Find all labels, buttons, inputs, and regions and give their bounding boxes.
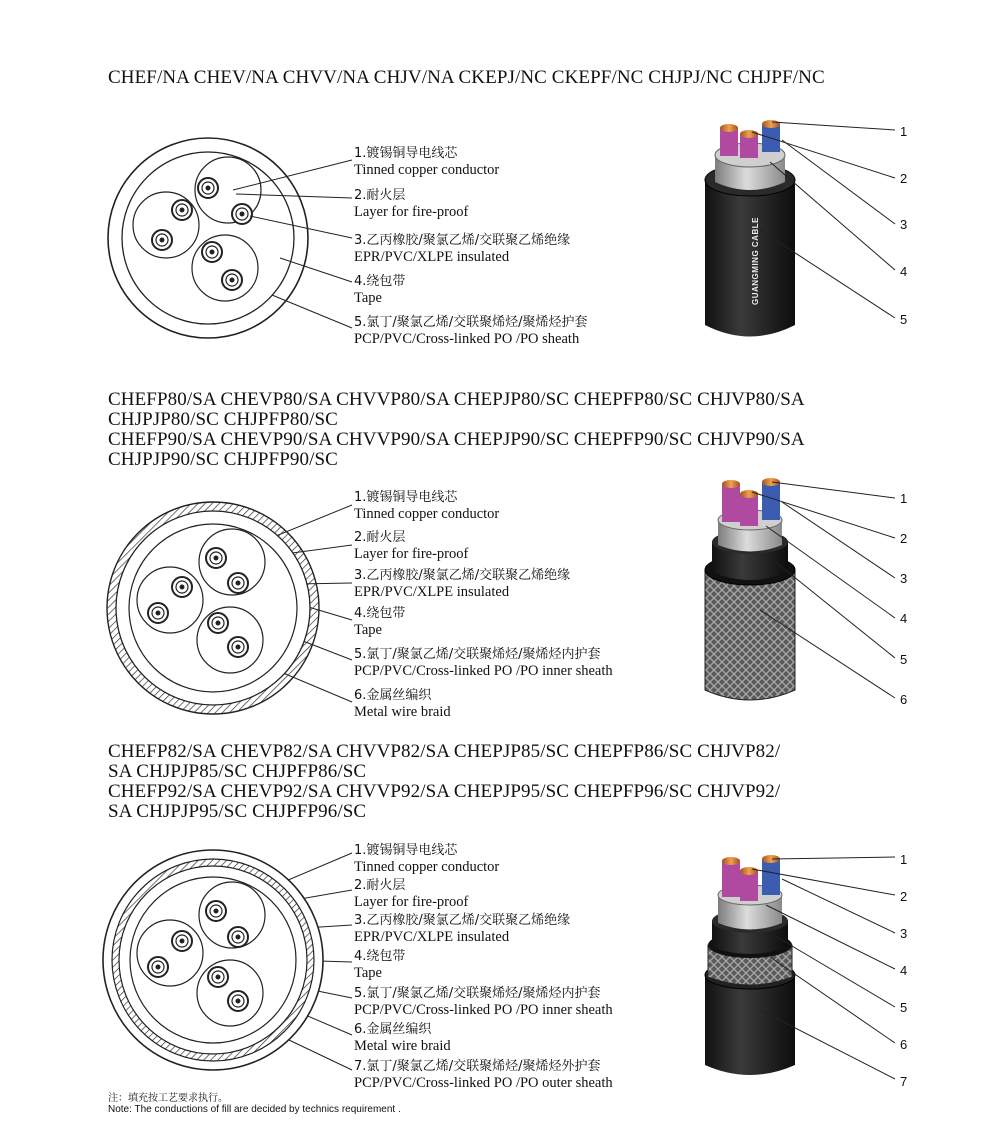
core [197, 607, 263, 673]
legend-item [354, 647, 613, 680]
callout-number: 5 [900, 1000, 908, 1015]
legend-zh: 5.氯丁/聚氯乙烯/交联聚烯烃/聚烯烃内护套 [354, 986, 601, 1001]
legend-en: EPR/PVC/XLPE insulated [354, 249, 510, 265]
callout-number: 6 [900, 1037, 908, 1052]
outer-sheath [705, 975, 795, 1075]
callout-number: 2 [900, 171, 908, 186]
legend-en: Layer for fire-proof [354, 546, 469, 562]
callout-number: 1 [900, 491, 908, 506]
cross-section-2 [100, 495, 330, 725]
callout-number: 3 [900, 571, 908, 586]
heading-line: SA CHJPJP85/SC CHJPFP86/SC [108, 761, 367, 782]
legend-zh: 2.耐火层 [354, 530, 406, 545]
legend-en: Layer for fire-proof [354, 894, 469, 910]
core [137, 920, 203, 986]
callout-number: 3 [900, 217, 908, 232]
legend-item [354, 986, 613, 1019]
legend-zh: 2.耐火层 [354, 188, 406, 203]
legend-item [354, 949, 405, 982]
callout-number: 4 [900, 611, 908, 626]
legend-zh: 3.乙丙橡胶/聚氯乙烯/交联聚乙烯绝缘 [354, 233, 571, 248]
metal-braid [705, 570, 795, 700]
legend-en: Metal wire braid [354, 704, 451, 720]
legend-item [354, 913, 570, 946]
legend-zh: 2.耐火层 [354, 878, 406, 893]
legend-item [354, 1059, 613, 1092]
legend-item [354, 274, 405, 307]
legend-zh: 4.绕包带 [354, 949, 406, 964]
legend-en: Tinned copper conductor [354, 859, 500, 875]
legend-zh: 5.氯丁/聚氯乙烯/交联聚烯烃/聚烯烃护套 [354, 315, 588, 330]
insulated-core [722, 480, 740, 522]
core [199, 882, 265, 948]
cross-section-3 [100, 845, 330, 1085]
legend-en: PCP/PVC/Cross-linked PO /PO inner sheath [354, 663, 613, 679]
legend-zh: 3.乙丙橡胶/聚氯乙烯/交联聚乙烯绝缘 [354, 913, 571, 928]
legend-en: Tape [354, 622, 382, 638]
legend-item [354, 568, 570, 601]
legend-zh: 6.金属丝编织 [354, 1022, 432, 1037]
core [137, 567, 203, 633]
legend-item [354, 688, 451, 721]
section-1-heading [108, 68, 825, 88]
legend-item [354, 530, 468, 563]
legend-item [354, 490, 499, 523]
legend-en: EPR/PVC/XLPE insulated [354, 929, 510, 945]
cable-cutaway-3 [690, 845, 920, 1090]
callout-number: 4 [900, 963, 908, 978]
legend-en: Tape [354, 965, 382, 981]
callout-number: 2 [900, 889, 908, 904]
callout-number: 5 [900, 312, 908, 327]
core [192, 235, 258, 301]
cable-cutaway-2 [690, 470, 920, 720]
legend-en: PCP/PVC/Cross-linked PO /PO sheath [354, 331, 580, 347]
callout-number: 1 [900, 124, 908, 139]
callout-number: 1 [900, 852, 908, 867]
legend-zh: 1.镀锡铜导电线芯 [354, 843, 458, 858]
legend-item [354, 878, 468, 911]
legend-en: PCP/PVC/Cross-linked PO /PO outer sheath [354, 1075, 613, 1091]
heading-line: CHEFP90/SA CHEVP90/SA CHVVP90/SA CHEPJP90/SC CHEPFP90/SC CHJVP90/SA [108, 429, 805, 450]
callout-number: 3 [900, 926, 908, 941]
legend-zh: 4.绕包带 [354, 606, 406, 621]
legend-zh: 3.乙丙橡胶/聚氯乙烯/交联聚乙烯绝缘 [354, 568, 571, 583]
callout-number: 4 [900, 264, 908, 279]
callout-number: 6 [900, 692, 908, 707]
core [197, 960, 263, 1026]
callout-number: 5 [900, 652, 908, 667]
cable-cutaway-1 [690, 100, 920, 350]
insulated-core [740, 867, 758, 901]
legend-en: Tinned copper conductor [354, 506, 500, 522]
legend-item [354, 315, 588, 348]
heading-line: CHJPJP80/SC CHJPFP80/SC [108, 409, 338, 430]
legend-item [354, 146, 499, 179]
legend-item [354, 188, 468, 221]
legend-item [354, 1022, 451, 1055]
insulated-core [762, 855, 780, 895]
core [195, 157, 261, 224]
heading-line: CHEFP80/SA CHEVP80/SA CHVVP80/SA CHEPJP80/SC CHEPFP80/SC CHJVP80/SA [108, 389, 805, 410]
insulated-core [740, 130, 758, 158]
heading-line: CHEFP82/SA CHEVP82/SA CHVVP82/SA CHEPJP85/SC CHEPFP86/SC CHJVP82/ [108, 741, 781, 762]
section-2-heading [108, 390, 805, 470]
footnote-zh: 注：填充按工艺要求执行。 [108, 1093, 228, 1104]
legend-zh: 4.绕包带 [354, 274, 406, 289]
cross-section-1 [100, 130, 320, 350]
legend-zh: 7.氯丁/聚氯乙烯/交联聚烯烃/聚烯烃外护套 [354, 1059, 601, 1074]
legend-en: Tinned copper conductor [354, 162, 500, 178]
insulated-core [722, 857, 740, 897]
insulated-core [762, 478, 780, 520]
insulated-core [740, 490, 758, 526]
legend-zh: 1.镀锡铜导电线芯 [354, 146, 458, 161]
legend-en: EPR/PVC/XLPE insulated [354, 584, 510, 600]
legend-en: PCP/PVC/Cross-linked PO /PO inner sheath [354, 1002, 613, 1018]
legend-en: Layer for fire-proof [354, 204, 469, 220]
legend-zh: 1.镀锡铜导电线芯 [354, 490, 458, 505]
core [133, 192, 199, 258]
legend-en: Metal wire braid [354, 1038, 451, 1054]
legend-zh: 6.金属丝编织 [354, 688, 432, 703]
brand-label: GUANGMING CABLE [751, 217, 760, 305]
legend-zh: 5.氯丁/聚氯乙烯/交联聚烯烃/聚烯烃内护套 [354, 647, 601, 662]
heading-line: CHEF/NA CHEV/NA CHVV/NA CHJV/NA CKEPJ/NC CKEPF/NC CHJPJ/NC CHJPF/NC [108, 67, 825, 88]
legend-item [354, 233, 570, 266]
heading-line: CHEFP92/SA CHEVP92/SA CHVVP92/SA CHEPJP95/SC CHEPFP96/SC CHJVP92/ [108, 781, 781, 802]
legend-item [354, 843, 499, 876]
legend-en: Tape [354, 290, 382, 306]
callout-number: 7 [900, 1074, 908, 1089]
footnote-en: Note: The conductions of fill are decided by technics requirement . [108, 1104, 401, 1115]
section-3-heading [108, 742, 780, 822]
callout-number: 2 [900, 531, 908, 546]
insulated-core [720, 124, 738, 156]
legend-item [354, 606, 405, 639]
core [199, 529, 265, 595]
outer-sheath [705, 180, 795, 337]
heading-line: SA CHJPJP95/SC CHJPFP96/SC [108, 801, 367, 822]
heading-line: CHJPJP90/SC CHJPFP90/SC [108, 449, 338, 470]
